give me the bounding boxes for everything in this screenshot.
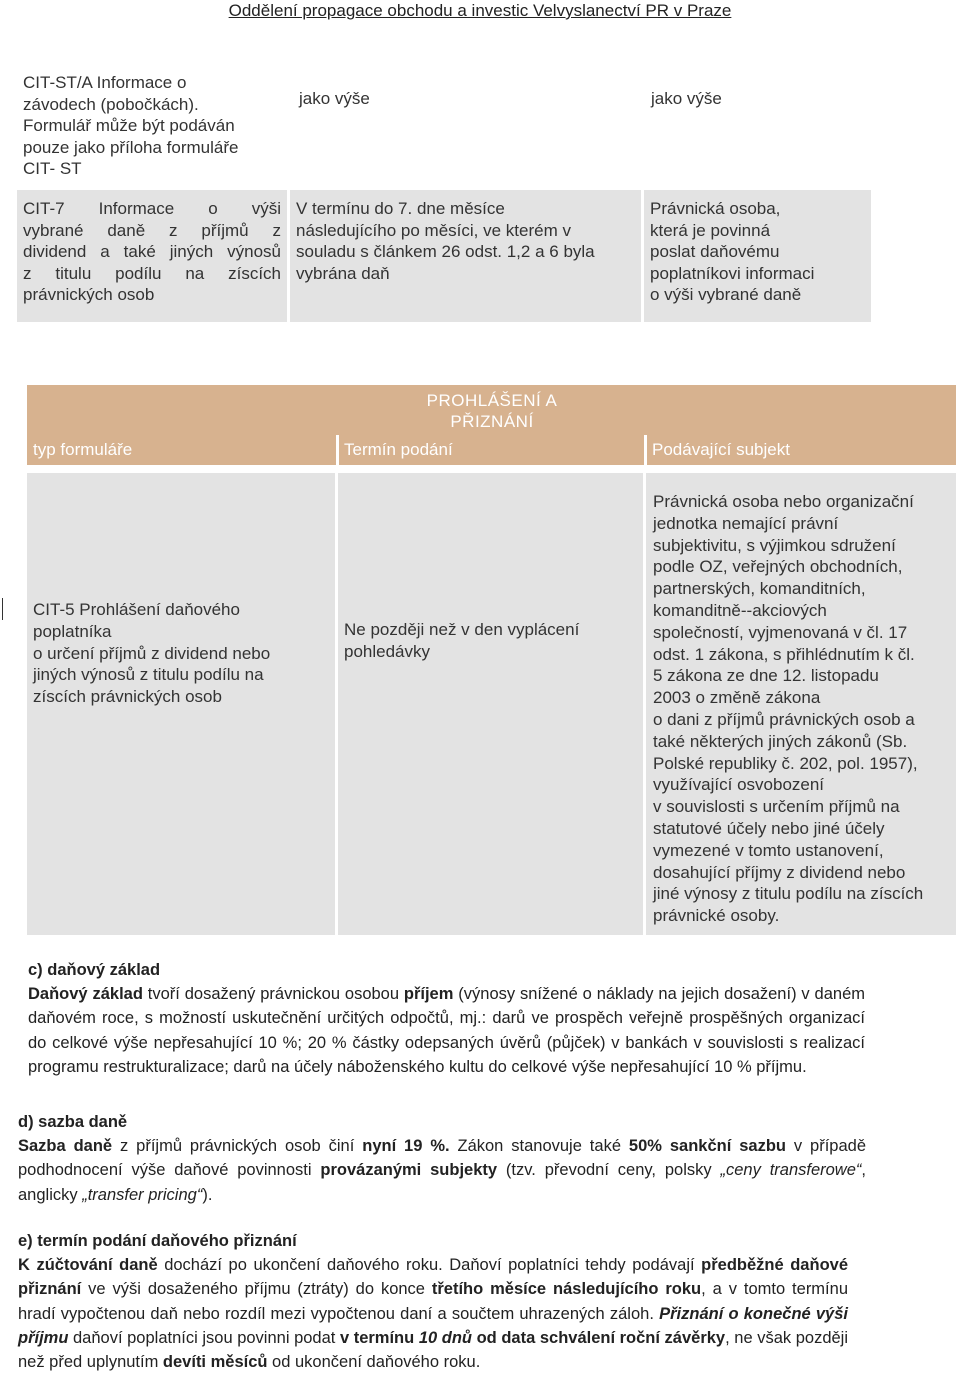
bold-text: třetího měsíce následujícího roku — [431, 1280, 702, 1299]
text-line: vybrané daně z příjmů z — [23, 220, 281, 240]
bold-italic-text: 10 dnů — [418, 1328, 472, 1347]
text-line: CIT-5 Prohlášení daňového — [33, 600, 240, 619]
italic-text: „transfer pricing“ — [82, 1185, 203, 1204]
text-line: jiných výnosů z titulu podílu na — [33, 665, 264, 685]
tax-forms-table-top — [17, 62, 871, 304]
bold-text: Sazba daně — [18, 1137, 113, 1156]
text-line: Polské republiky č. 202, pol. 1957), — [653, 753, 918, 773]
section-heading: d) sazba daně — [18, 1113, 128, 1131]
deadline-cell — [338, 473, 643, 935]
text-line: o výši vybrané daně — [650, 285, 802, 304]
section-heading: e) termín podání daňového přiznání — [18, 1232, 297, 1250]
bold-text: K zúčtování daně — [18, 1256, 158, 1275]
title-line: PROHLÁŠENÍ A — [426, 391, 558, 410]
text-run: daňoví poplatníci jsou povinni podat — [68, 1328, 340, 1347]
section-tax-base — [28, 958, 865, 1079]
form-type-cell — [17, 190, 287, 322]
table-row — [17, 62, 871, 182]
column-header-subject: Podávající subjekt — [652, 440, 790, 459]
text-line: komanditně--akciových — [653, 600, 827, 620]
text-line: právnické osoby. — [653, 906, 780, 926]
subject-cell — [644, 190, 871, 322]
subject-cell: jako výše — [651, 89, 722, 108]
text-line: zíscích právnických osob — [33, 687, 222, 707]
text-line: dosahující příjmy z dividend nebo — [653, 862, 906, 882]
margin-marker — [2, 598, 3, 620]
text-line: CIT-7 Informace o výši — [23, 199, 281, 218]
bold-text: příjem — [403, 985, 454, 1004]
bold-text: provázanými subjekty — [320, 1161, 498, 1180]
text-run: ). — [202, 1185, 213, 1204]
text-line: CIT-ST/A Informace o — [23, 73, 187, 92]
text-line: společností, vyjmenovaná v čl. 17 — [653, 622, 908, 642]
bold-text: předběžné daňové přiznání — [18, 1256, 848, 1299]
text-line: poplatníka — [33, 621, 112, 641]
text-line: o dani z příjmů právnických osob a — [653, 709, 915, 729]
text-line: pohledávky — [344, 641, 431, 661]
text-line: CIT- ST — [23, 159, 82, 178]
page-header-title: Oddělení propagace obchodu a investic Velvyslanectví PR v Praze — [228, 1, 732, 20]
form-type-cell — [27, 473, 335, 935]
bold-text: nyní 19 %. — [362, 1137, 450, 1156]
text-line: poslat daňovému — [650, 242, 780, 261]
text-run: z příjmů právnických osob činí — [112, 1137, 363, 1156]
text-line: vybrána daň — [296, 263, 390, 283]
text-line: také některých jiných zákonů (Sb. — [653, 731, 908, 751]
subject-cell — [646, 473, 956, 935]
text-run: od ukončení daňového roku. — [267, 1353, 481, 1372]
deadline-cell — [290, 190, 641, 322]
text-line: statutové účely nebo jiné účely — [653, 818, 885, 838]
table-header-banner — [27, 385, 956, 465]
column-divider — [336, 435, 339, 465]
text-run: (tzv. převodní ceny, polsky — [497, 1161, 721, 1180]
text-line: následujícího po měsíci, ve kterém v — [296, 220, 571, 240]
bold-text: 50% sankční sazbu — [628, 1137, 786, 1156]
table-title — [407, 390, 577, 432]
text-run: , a v tomto termínu hradí vypočtenou daň nebo rozdíl mezi vypočtenou daní a součtem uhrazených záloh. — [18, 1280, 848, 1323]
text-line: Právnická osoba, — [650, 199, 781, 218]
table-row — [17, 190, 871, 322]
text-line: vymezené v tomto ustanovení, — [653, 840, 884, 860]
text-run: v případě podhodnocení výše daňové povinnosti — [18, 1137, 867, 1180]
section-tax-rate — [18, 1110, 866, 1207]
section-paragraph — [28, 982, 865, 1079]
bold-italic-text: Přiznání o konečné výši příjmu — [18, 1304, 848, 1347]
text-line: 5 zákona ze dne 12. listopadu — [653, 666, 879, 686]
section-heading: c) daňový základ — [28, 961, 161, 979]
section-filing-deadline — [18, 1229, 848, 1374]
text-line: Formulář může být podáván — [23, 116, 235, 135]
deadline-cell: jako výše — [299, 89, 370, 108]
text-line: odst. 1 zákona, s přihlédnutím k čl. — [653, 644, 915, 664]
section-paragraph — [18, 1134, 866, 1207]
text-line: z titulu podílu na zíscích — [23, 263, 281, 283]
italic-text: „ceny transferowe“ — [720, 1161, 862, 1180]
text-line: právnických osob — [23, 285, 155, 304]
text-line: souladu s článkem 26 odst. 1,2 a 6 byla — [296, 242, 595, 261]
column-header-deadline: Termín podání — [344, 440, 453, 459]
bold-text: Daňový základ — [28, 985, 143, 1004]
text-line: závodech (pobočkách). — [23, 94, 199, 114]
text-line: o určení příjmů z dividend nebo — [33, 643, 271, 663]
bold-text: v termínu — [339, 1328, 419, 1347]
text-line: partnerských, komanditních, — [653, 579, 866, 599]
text-run: (výnosy snížené o náklady na jejich dosažení) v daném daňovém roce, s možností uskutečnění určitých odpočtů, mj.: darů ve prospěch veřejně prospěšných organizací do celkové výše nepřesahující 10 %; 20 % částky odepsaných úvěrů (půjček) v bankách v souvislosti s realizací programu restrukturalizace; darů na účely náboženského kultu do celkové výše nepřesahující 10 % příjmu. — [28, 985, 865, 1076]
text-run: ve výši dosaženého příjmu (ztráty) do konce — [81, 1280, 432, 1299]
text-line: subjektivitu, s výjimkou sdružení — [653, 535, 896, 555]
text-line: 2003 o změně zákona — [653, 688, 821, 708]
text-line: poplatníkovi informaci — [650, 263, 815, 283]
section-paragraph — [18, 1253, 848, 1374]
text-line: V termínu do 7. dne měsíce — [296, 199, 505, 218]
text-line: využívající osvobození — [653, 775, 825, 795]
text-line: která je povinná — [650, 220, 771, 240]
text-line: podle OZ, veřejných obchodních, — [653, 557, 903, 577]
column-header-form-type: typ formuláře — [33, 440, 133, 459]
column-divider — [644, 435, 647, 465]
text-line: Ne později než v den vyplácení — [344, 620, 580, 639]
text-line: jednotka nemající právní — [653, 513, 839, 533]
text-run: , anglicky — [18, 1161, 866, 1204]
text-line: v souvislosti s určením příjmů na — [653, 797, 900, 817]
text-run: , ne však později než před uplynutím — [18, 1328, 849, 1372]
text-line: pouze jako příloha formuláře — [23, 137, 239, 157]
text-run: Zákon stanovuje také — [449, 1137, 629, 1156]
title-line: PŘIZNÁNÍ — [450, 412, 534, 431]
text-line: Právnická osoba nebo organizační — [653, 492, 914, 511]
text-line: dividend a také jiných výnosů — [23, 242, 281, 261]
page-header — [0, 0, 960, 30]
declarations-table — [27, 385, 956, 926]
text-line: jiné výnosy z titulu podílu na zíscích — [653, 884, 924, 904]
text-run: dochází po ukončení daňového roku. Daňoví poplatníci tehdy podávají — [157, 1256, 702, 1275]
text-run: tvoří dosažený právnickou osobou — [142, 985, 404, 1004]
bold-text: devíti měsíců — [162, 1353, 268, 1372]
table-row — [27, 473, 956, 935]
bold-text: od data schválení roční závěrky — [472, 1328, 726, 1347]
